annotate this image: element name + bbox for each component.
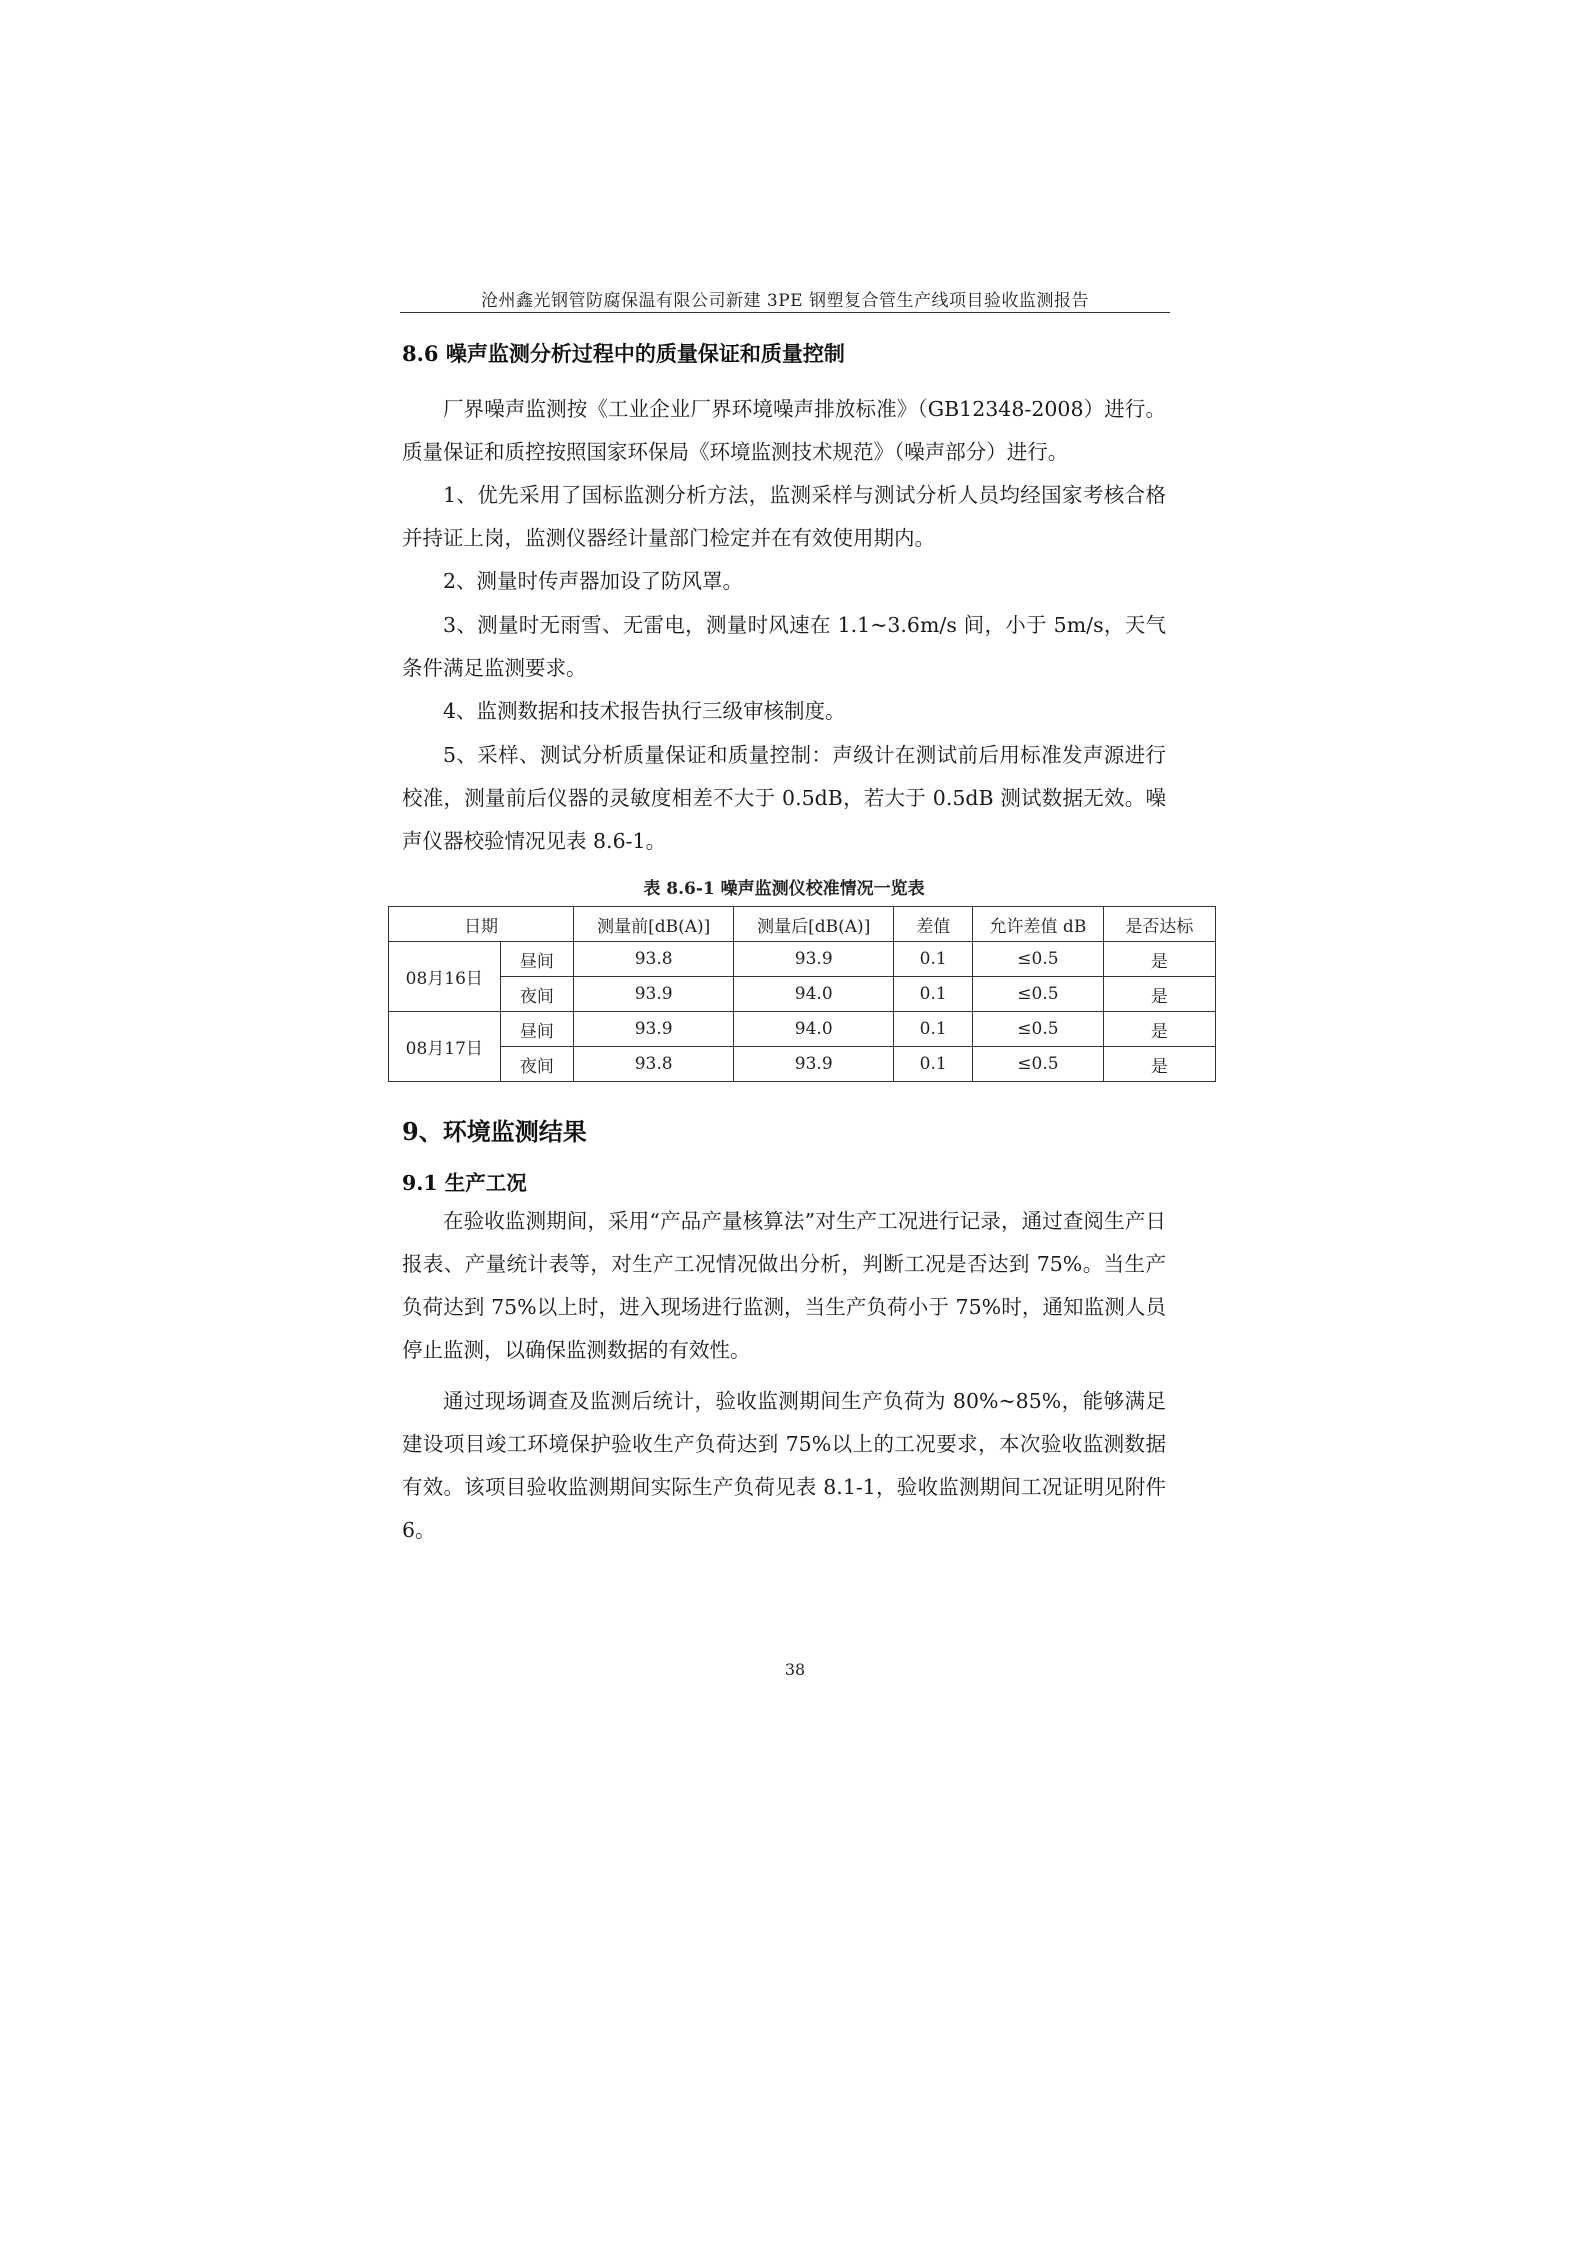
allowed-cell: ≤0.5 — [973, 1012, 1104, 1047]
before-cell: 93.9 — [574, 1012, 734, 1047]
pass-cell: 是 — [1103, 1047, 1215, 1082]
after-cell: 93.9 — [734, 1047, 894, 1082]
diff-cell: 0.1 — [894, 942, 973, 977]
paragraph-item-4: 4、监测数据和技术报告执行三级审核制度。 — [443, 699, 846, 723]
allowed-cell: ≤0.5 — [973, 1047, 1104, 1082]
chapter-heading-9: 9、环境监测结果 — [402, 1117, 587, 1146]
period-cell: 昼间 — [500, 942, 574, 977]
diff-cell: 0.1 — [894, 977, 973, 1012]
pass-cell: 是 — [1103, 1012, 1215, 1047]
table-caption: 表 8.6-1 噪声监测仪校准情况一览表 — [643, 879, 925, 899]
date-cell: 08月16日 — [389, 942, 501, 1012]
pass-cell: 是 — [1103, 942, 1215, 977]
after-cell: 94.0 — [734, 1012, 894, 1047]
header-before: 测量前[dB(A)] — [574, 907, 734, 942]
before-cell: 93.8 — [574, 942, 734, 977]
header-date: 日期 — [389, 907, 574, 942]
after-cell: 93.9 — [734, 942, 894, 977]
table-row — [389, 1047, 1216, 1082]
diff-cell: 0.1 — [894, 1012, 973, 1047]
section-heading-8-6: 8.6 噪声监测分析过程中的质量保证和质量控制 — [402, 341, 845, 366]
running-header: 沧州鑫光钢管防腐保温有限公司新建 3PE 钢塑复合管生产线项目验收监测报告 — [481, 291, 1089, 311]
paragraph-production-method: 在验收监测期间，采用“产品产量核算法”对生产工况进行记录，通过查阅生产日报表、产量统计表等，对生产工况情况做出分析，判断工况是否达到 75%。当生产负荷达到 75%以上时，进入现场进行监测，当生产负荷小于 75%时，通知监测人员停止监测，以确保监测数据的有效性。 — [402, 1209, 1166, 1362]
paragraph-production-load: 通过现场调查及监测后统计，验收监测期间生产负荷为 80%~85%，能够满足建设项目竣工环境保护验收生产负荷达到 75%以上的工况要求，本次验收监测数据有效。该项目验收监测期间实际生产负荷见表 8.1-1，验收监测期间工况证明见附件 6。 — [402, 1389, 1166, 1542]
header-rule — [400, 312, 1170, 313]
paragraph-item-5: 5、采样、测试分析质量保证和质量控制：声级计在测试前后用标准发声源进行校准，测量前后仪器的灵敏度相差不大于 0.5dB，若大于 0.5dB 测试数据无效。噪声仪器校验情况见表 8.6-1。 — [402, 743, 1166, 853]
paragraph-item-1: 1、优先采用了国标监测分析方法，监测采样与测试分析人员均经国家考核合格并持证上岗，监测仪器经计量部门检定并在有效使用期内。 — [402, 483, 1166, 550]
table-header-row — [389, 907, 1216, 942]
calibration-table — [388, 906, 1216, 1082]
date-cell: 08月17日 — [389, 1012, 501, 1082]
table-row — [389, 1012, 1216, 1047]
allowed-cell: ≤0.5 — [973, 977, 1104, 1012]
table-row — [389, 977, 1216, 1012]
allowed-cell: ≤0.5 — [973, 942, 1104, 977]
paragraph-item-3: 3、测量时无雨雪、无雷电，测量时风速在 1.1~3.6m/s 间，小于 5m/s，天气条件满足监测要求。 — [402, 613, 1166, 680]
before-cell: 93.9 — [574, 977, 734, 1012]
section-heading-9-1: 9.1 生产工况 — [402, 1171, 527, 1195]
header-after: 测量后[dB(A)] — [734, 907, 894, 942]
pass-cell: 是 — [1103, 977, 1215, 1012]
paragraph-item-2: 2、测量时传声器加设了防风罩。 — [443, 569, 744, 593]
period-cell: 昼间 — [500, 1012, 574, 1047]
paragraph-standard: 厂界噪声监测按《工业企业厂界环境噪声排放标准》（GB12348-2008）进行。质量保证和质控按照国家环保局《环境监测技术规范》（噪声部分）进行。 — [402, 397, 1166, 464]
period-cell: 夜间 — [500, 977, 574, 1012]
header-pass: 是否达标 — [1103, 907, 1215, 942]
page-number: 38 — [784, 1660, 806, 1679]
after-cell: 94.0 — [734, 977, 894, 1012]
before-cell: 93.8 — [574, 1047, 734, 1082]
header-allowed: 允许差值 dB — [973, 907, 1104, 942]
header-diff: 差值 — [894, 907, 973, 942]
table-row — [389, 942, 1216, 977]
period-cell: 夜间 — [500, 1047, 574, 1082]
diff-cell: 0.1 — [894, 1047, 973, 1082]
